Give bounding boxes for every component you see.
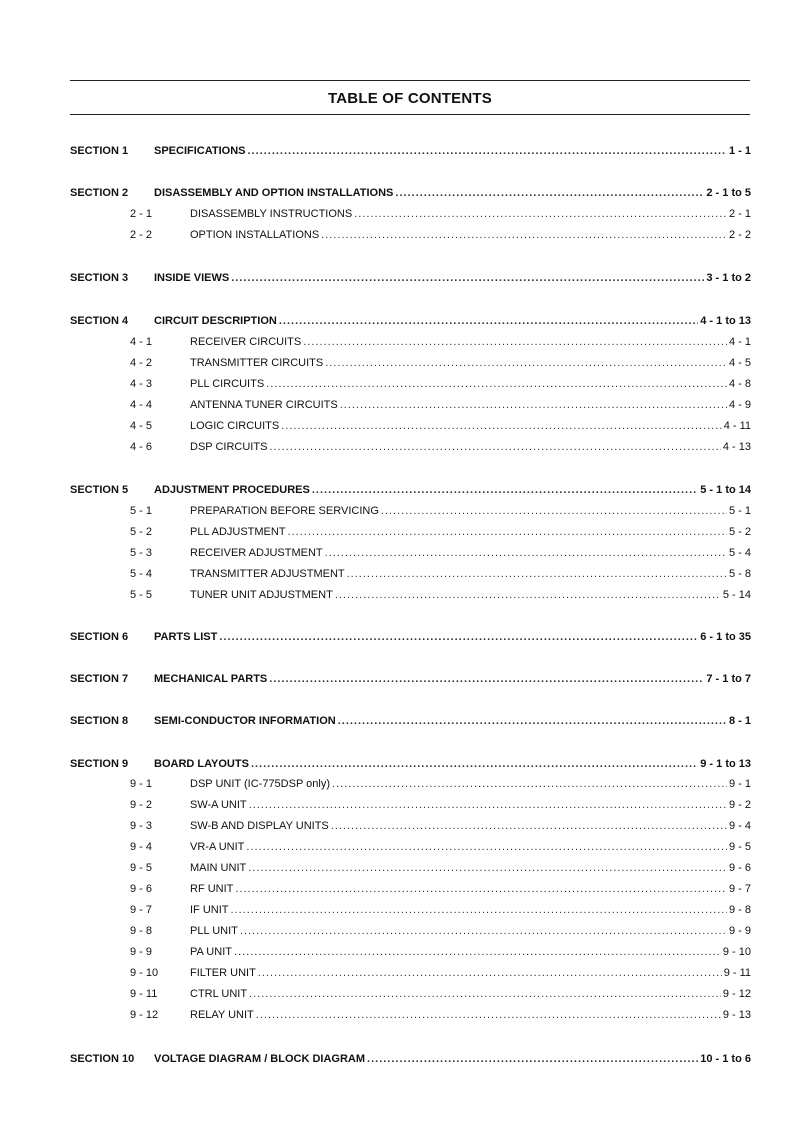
subsection-number: 9 - 9 <box>130 946 153 958</box>
page-reference: 9 - 9 <box>728 925 751 937</box>
toc-section-row[interactable] <box>70 313 751 329</box>
subsection-title: PLL ADJUSTMENT <box>190 526 286 538</box>
subsection-number: 9 - 6 <box>130 883 153 895</box>
page-reference: 2 - 1 to 5 <box>706 187 751 199</box>
page-reference: 2 - 1 <box>728 208 751 220</box>
dot-leader <box>332 776 727 792</box>
dot-leader <box>354 206 727 222</box>
subsection-title: TRANSMITTER CIRCUITS <box>190 357 324 369</box>
toc-subsection-row[interactable] <box>70 355 751 371</box>
page-reference: 6 - 1 to 35 <box>700 631 751 643</box>
subsection-title: PLL CIRCUITS <box>190 378 265 390</box>
toc-subsection-row[interactable] <box>70 334 751 350</box>
page-reference: 9 - 12 <box>722 988 751 1000</box>
page-reference: 5 - 2 <box>728 526 751 538</box>
subsection-number: 9 - 11 <box>130 988 158 1000</box>
toc-section-row[interactable] <box>70 1051 751 1067</box>
page-reference: 9 - 13 <box>722 1009 751 1021</box>
dot-leader <box>325 545 727 561</box>
dot-leader <box>338 713 727 729</box>
title-underline <box>70 114 750 115</box>
page-reference: 9 - 5 <box>728 841 751 853</box>
section-number: SECTION 8 <box>70 715 129 727</box>
subsection-title: RECEIVER ADJUSTMENT <box>190 547 323 559</box>
toc-subsection-row[interactable] <box>70 587 751 603</box>
subsection-number: 9 - 8 <box>130 925 153 937</box>
dot-leader <box>231 270 704 286</box>
toc-section-row[interactable] <box>70 671 751 687</box>
subsection-number: 9 - 2 <box>130 799 153 811</box>
toc-subsection-row[interactable] <box>70 776 751 792</box>
subsection-number: 4 - 4 <box>130 399 153 411</box>
toc-subsection-row[interactable] <box>70 545 751 561</box>
subsection-title: LOGIC CIRCUITS <box>190 420 280 432</box>
toc-subsection-row[interactable] <box>70 1007 751 1023</box>
dot-leader <box>335 587 721 603</box>
section-number: SECTION 2 <box>70 187 129 199</box>
subsection-number: 4 - 5 <box>130 420 153 432</box>
subsection-title: DSP UNIT (IC-775DSP only) <box>190 778 330 790</box>
section-title: VOLTAGE DIAGRAM / BLOCK DIAGRAM <box>154 1053 366 1065</box>
dot-leader <box>288 524 727 540</box>
page-reference: 5 - 1 <box>728 505 751 517</box>
toc-section-row[interactable] <box>70 713 751 729</box>
section-title: CIRCUIT DESCRIPTION <box>154 315 277 327</box>
toc-subsection-row[interactable] <box>70 839 751 855</box>
page-reference: 7 - 1 to 7 <box>706 673 751 685</box>
page-reference: 4 - 11 <box>723 420 751 432</box>
dot-leader <box>269 671 704 687</box>
page-reference: 9 - 8 <box>728 904 751 916</box>
page-reference: 9 - 11 <box>723 967 751 979</box>
page-reference: 4 - 9 <box>728 399 751 411</box>
toc-subsection-row[interactable] <box>70 397 751 413</box>
toc-subsection-row[interactable] <box>70 965 751 981</box>
subsection-number: 9 - 4 <box>130 841 153 853</box>
page-title: TABLE OF CONTENTS <box>328 90 492 107</box>
subsection-number: 4 - 3 <box>130 378 153 390</box>
dot-leader <box>281 418 721 434</box>
page-reference: 1 - 1 <box>728 145 751 157</box>
dot-leader <box>303 334 727 350</box>
toc-section-row[interactable] <box>70 756 751 772</box>
toc-subsection-row[interactable] <box>70 923 751 939</box>
section-number: SECTION 6 <box>70 631 129 643</box>
page-reference: 4 - 13 <box>722 441 751 453</box>
dot-leader <box>381 503 727 519</box>
top-rule <box>70 80 750 81</box>
section-title: INSIDE VIEWS <box>154 272 230 284</box>
dot-leader <box>367 1051 698 1067</box>
subsection-title: SW-B AND DISPLAY UNITS <box>190 820 329 832</box>
dot-leader <box>321 227 727 243</box>
toc-subsection-row[interactable] <box>70 524 751 540</box>
subsection-title: TRANSMITTER ADJUSTMENT <box>190 568 345 580</box>
page-reference: 2 - 2 <box>728 229 751 241</box>
subsection-title: IF UNIT <box>190 904 229 916</box>
toc-section-row[interactable] <box>70 143 751 159</box>
dot-leader <box>234 944 721 960</box>
subsection-title: OPTION INSTALLATIONS <box>190 229 320 241</box>
subsection-number: 2 - 1 <box>130 208 153 220</box>
subsection-number: 2 - 2 <box>130 229 153 241</box>
toc-subsection-row[interactable] <box>70 566 751 582</box>
subsection-number: 4 - 1 <box>130 336 153 348</box>
subsection-title: PREPARATION BEFORE SERVICING <box>190 505 379 517</box>
toc-subsection-row[interactable] <box>70 376 751 392</box>
section-title: SEMI-CONDUCTOR INFORMATION <box>154 715 336 727</box>
subsection-title: DISASSEMBLY INSTRUCTIONS <box>190 208 353 220</box>
subsection-number: 9 - 1 <box>130 778 153 790</box>
dot-leader <box>249 986 721 1002</box>
page-reference: 5 - 14 <box>722 589 751 601</box>
subsection-number: 5 - 1 <box>130 505 153 517</box>
section-title: MECHANICAL PARTS <box>154 673 268 685</box>
subsection-title: PLL UNIT <box>190 925 238 937</box>
subsection-title: RELAY UNIT <box>190 1009 254 1021</box>
page-reference: 5 - 4 <box>728 547 751 559</box>
dot-leader <box>258 965 722 981</box>
section-number: SECTION 3 <box>70 272 129 284</box>
toc-subsection-row[interactable] <box>70 881 751 897</box>
dot-leader <box>240 923 727 939</box>
toc-subsection-row[interactable] <box>70 986 751 1002</box>
dot-leader <box>231 902 727 918</box>
section-number: SECTION 7 <box>70 673 129 685</box>
subsection-number: 9 - 5 <box>130 862 153 874</box>
toc-subsection-row[interactable] <box>70 860 751 876</box>
section-title: BOARD LAYOUTS <box>154 758 249 770</box>
page-reference: 9 - 4 <box>728 820 751 832</box>
dot-leader <box>325 355 727 371</box>
subsection-number: 9 - 7 <box>130 904 153 916</box>
dot-leader <box>247 143 727 159</box>
subsection-title: FILTER UNIT <box>190 967 256 979</box>
dot-leader <box>235 881 727 897</box>
toc-subsection-row[interactable] <box>70 206 751 222</box>
page-reference: 4 - 8 <box>728 378 751 390</box>
section-number: SECTION 4 <box>70 315 129 327</box>
dot-leader <box>269 439 720 455</box>
dot-leader <box>347 566 727 582</box>
subsection-title: SW-A UNIT <box>190 799 247 811</box>
page-reference: 9 - 1 <box>728 778 751 790</box>
toc-subsection-row[interactable] <box>70 944 751 960</box>
subsection-title: VR-A UNIT <box>190 841 245 853</box>
section-number: SECTION 1 <box>70 145 129 157</box>
dot-leader <box>395 185 704 201</box>
section-title: PARTS LIST <box>154 631 218 643</box>
section-number: SECTION 10 <box>70 1053 135 1065</box>
subsection-title: RF UNIT <box>190 883 234 895</box>
subsection-number: 4 - 6 <box>130 441 153 453</box>
section-title: SPECIFICATIONS <box>154 145 246 157</box>
toc-subsection-row[interactable] <box>70 227 751 243</box>
section-number: SECTION 9 <box>70 758 129 770</box>
page-reference: 5 - 1 to 14 <box>700 484 751 496</box>
dot-leader <box>279 313 698 329</box>
subsection-number: 9 - 3 <box>130 820 153 832</box>
dot-leader <box>248 860 727 876</box>
toc-section-row[interactable] <box>70 482 751 498</box>
page-reference: 5 - 8 <box>728 568 751 580</box>
dot-leader <box>331 818 727 834</box>
subsection-title: TUNER UNIT ADJUSTMENT <box>190 589 333 601</box>
subsection-title: RECEIVER CIRCUITS <box>190 336 302 348</box>
dot-leader <box>256 1007 721 1023</box>
toc-subsection-row[interactable] <box>70 818 751 834</box>
page-reference: 10 - 1 to 6 <box>700 1053 751 1065</box>
toc-section-row[interactable] <box>70 629 751 645</box>
subsection-number: 9 - 12 <box>130 1009 159 1021</box>
section-title: ADJUSTMENT PROCEDURES <box>154 484 310 496</box>
page-reference: 4 - 1 <box>728 336 751 348</box>
subsection-number: 5 - 4 <box>130 568 153 580</box>
dot-leader <box>219 629 698 645</box>
subsection-title: CTRL UNIT <box>190 988 248 1000</box>
page-reference: 4 - 1 to 13 <box>700 315 751 327</box>
section-number: SECTION 5 <box>70 484 129 496</box>
page-reference: 9 - 1 to 13 <box>700 758 751 770</box>
dot-leader <box>266 376 727 392</box>
toc-section-row[interactable] <box>70 270 751 286</box>
page-reference: 9 - 6 <box>728 862 751 874</box>
page-reference: 9 - 10 <box>722 946 751 958</box>
dot-leader <box>251 756 698 772</box>
subsection-title: MAIN UNIT <box>190 862 247 874</box>
subsection-title: DSP CIRCUITS <box>190 441 268 453</box>
subsection-number: 4 - 2 <box>130 357 153 369</box>
toc-subsection-row[interactable] <box>70 418 751 434</box>
toc-subsection-row[interactable] <box>70 902 751 918</box>
toc-subsection-row[interactable] <box>70 439 751 455</box>
subsection-title: PA UNIT <box>190 946 232 958</box>
subsection-title: ANTENNA TUNER CIRCUITS <box>190 399 338 411</box>
dot-leader <box>312 482 698 498</box>
subsection-number: 9 - 10 <box>130 967 159 979</box>
toc-section-row[interactable] <box>70 185 751 201</box>
dot-leader <box>340 397 727 413</box>
subsection-number: 5 - 3 <box>130 547 153 559</box>
page-reference: 9 - 2 <box>728 799 751 811</box>
page-reference: 9 - 7 <box>728 883 751 895</box>
toc-subsection-row[interactable] <box>70 797 751 813</box>
page-reference: 8 - 1 <box>728 715 751 727</box>
subsection-number: 5 - 2 <box>130 526 153 538</box>
section-title: DISASSEMBLY AND OPTION INSTALLATIONS <box>154 187 394 199</box>
toc-subsection-row[interactable] <box>70 503 751 519</box>
page-reference: 4 - 5 <box>728 357 751 369</box>
dot-leader <box>249 797 727 813</box>
page-reference: 3 - 1 to 2 <box>706 272 751 284</box>
dot-leader <box>246 839 727 855</box>
subsection-number: 5 - 5 <box>130 589 153 601</box>
